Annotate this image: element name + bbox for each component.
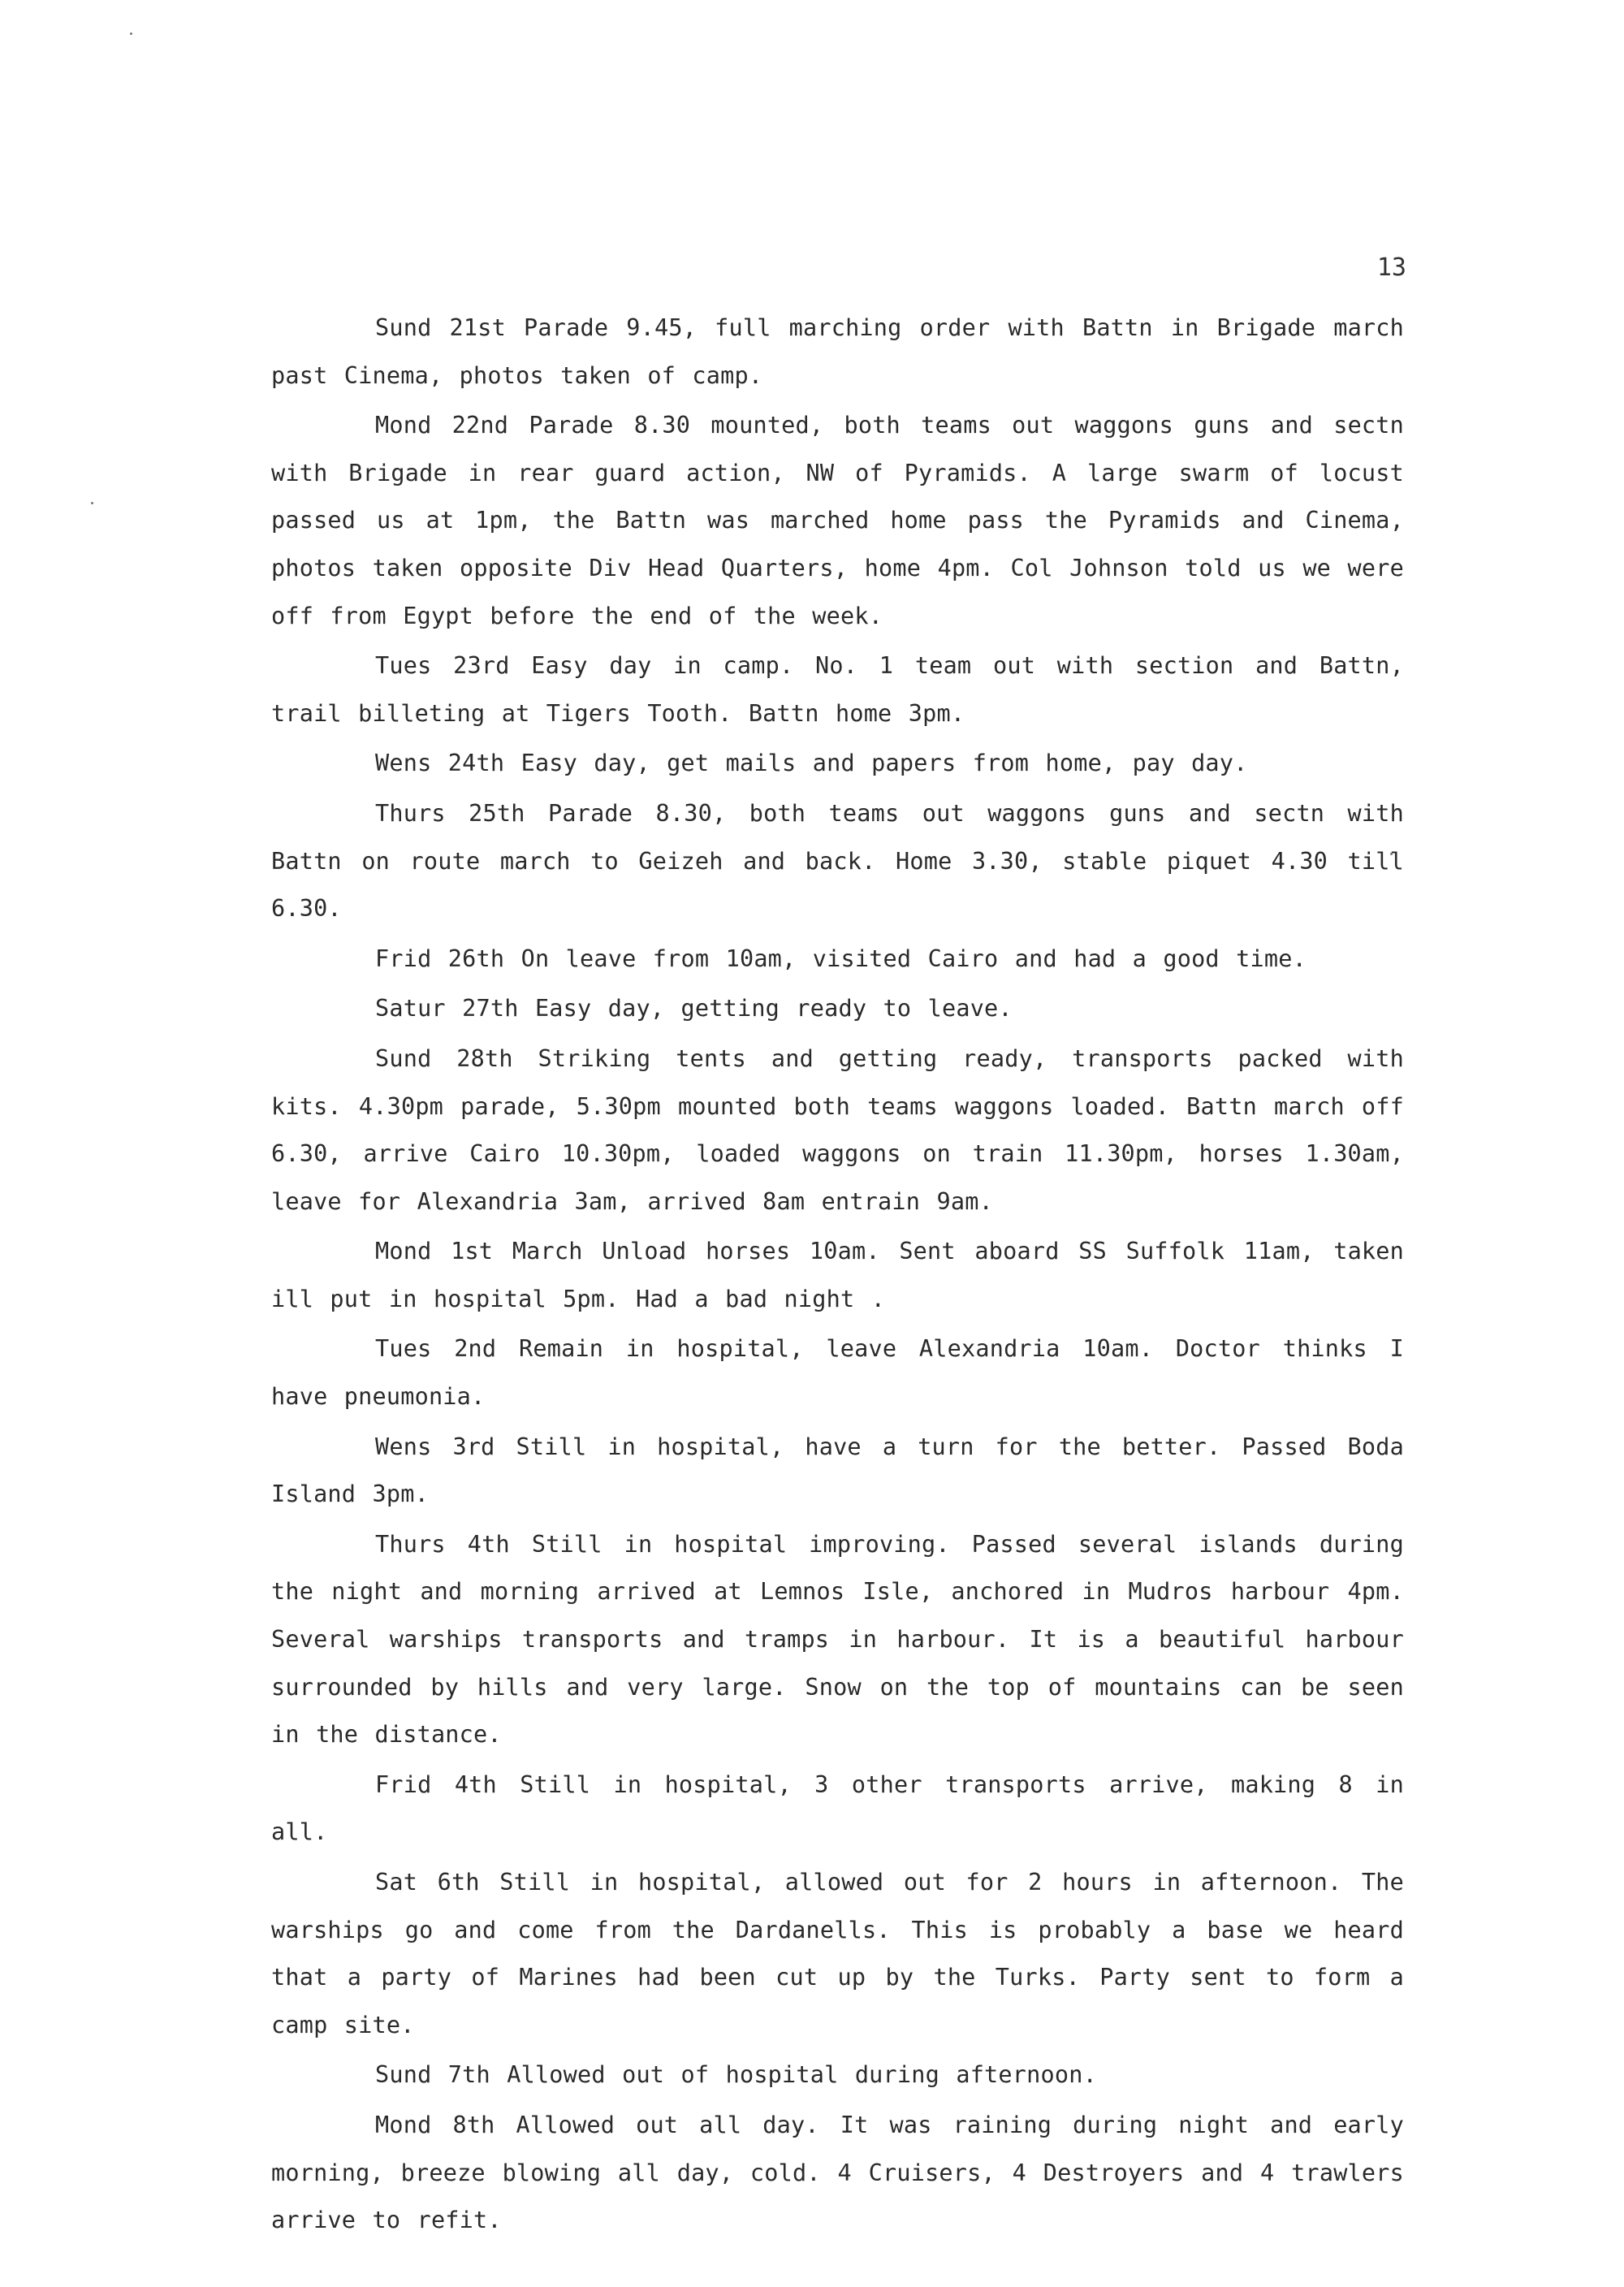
diary-entry: Wens 3rd Still in hospital, have a turn for the better. Passed Boda Island 3pm.	[271, 1433, 1404, 1508]
diary-entry: Frid 4th Still in hospital, 3 other transports arrive, making 8 in all.	[271, 1770, 1404, 1846]
diary-entry: Sat 6th Still in hospital, allowed out for 2 hours in afternoon. The warships go and come from the Dardanells. This is probably a base we heard that a party of Marines had been cut up by the Turks. Party sent to form a camp site.	[271, 1869, 1404, 2038]
diary-entry: Mond 1st March Unload horses 10am. Sent aboard SS Suffolk 11am, taken ill put in hospital 5pm. Had a bad night .	[271, 1238, 1404, 1312]
paper-speck	[130, 32, 132, 35]
diary-entry: Wens 24th Easy day, get mails and papers from home, pay day.	[375, 750, 1248, 777]
diary-entry: Sund 28th Striking tents and getting ready, transports packed with kits. 4.30pm parade, 5.30pm mounted both teams waggons loaded. Battn march off 6.30, arrive Cairo 10.30pm, loaded waggons on train 11.30pm, horses 1.30am, leave for Alexandria 3am, arrived 8am entrain 9am.	[271, 1044, 1404, 1215]
page-number: 13	[1376, 253, 1406, 282]
diary-entry: Mond 22nd Parade 8.30 mounted, both teams out waggons guns and sectn with Brigade in rear guard action, NW of Pyramids. A large swarm of locust passed us at 1pm, the Battn was marched home pass the Pyramids and Cinema, photos taken opposite Div Head Quarters, home 4pm. Col Johnson told us we were off from Egypt before the end of the week.	[271, 412, 1404, 629]
diary-entry: Mond 8th Allowed out all day. It was raining during night and early morning, breeze blowing all day, cold. 4 Cruisers, 4 Destroyers and 4 trawlers arrive to refit.	[271, 2111, 1404, 2234]
diary-entry: Thurs 4th Still in hospital improving. Passed several islands during the night and morning arrived at Lemnos Isle, anchored in Mudros harbour 4pm. Several warships transports and tramps in harbour. It is a beautiful harbour surrounded by hills and very large. Snow on the top of mountains can be seen in the distance.	[271, 1530, 1404, 1749]
diary-entries	[271, 305, 1404, 2247]
diary-entry: Tues 2nd Remain in hospital, leave Alexandria 10am. Doctor thinks I have pneumonia.	[271, 1335, 1404, 1411]
diary-entry: Frid 26th On leave from 10am, visited Cairo and had a good time.	[375, 945, 1307, 972]
diary-entry: Satur 27th Easy day, getting ready to leave.	[375, 995, 1013, 1022]
diary-entry: Tues 23rd Easy day in camp. No. 1 team out with section and Battn, trail billeting at Tigers Tooth. Battn home 3pm.	[271, 652, 1404, 727]
diary-entry: Sund 21st Parade 9.45, full marching order with Battn in Brigade march past Cinema, photos taken of camp.	[271, 314, 1404, 389]
paper-speck	[91, 502, 93, 504]
diary-entry: Sund 7th Allowed out of hospital during afternoon.	[375, 2061, 1097, 2089]
diary-entry: Thurs 25th Parade 8.30, both teams out waggons guns and sectn with Battn on route march to Geizeh and back. Home 3.30, stable piquet 4.30 till 6.30.	[271, 799, 1404, 923]
